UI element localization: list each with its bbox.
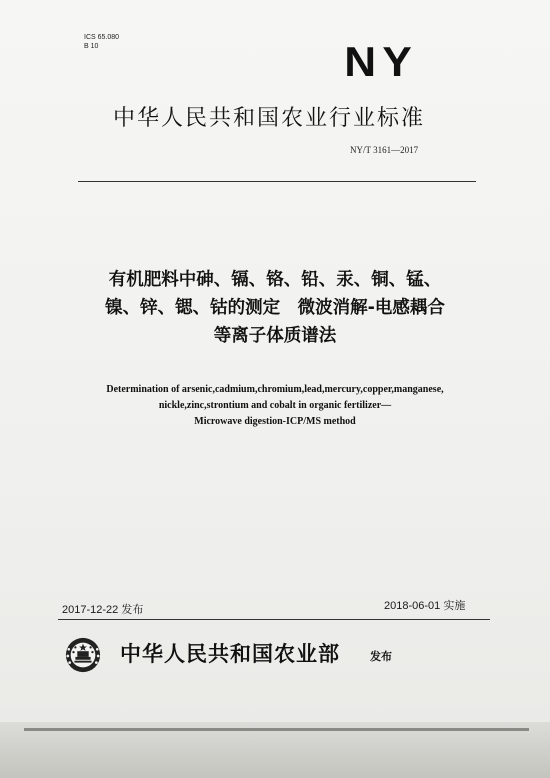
chinese-title: [40, 266, 510, 350]
standard-number: NY/T 3161—2017: [350, 145, 419, 155]
english-title-line-3: Microwave digestion-ICP/MS method: [194, 416, 356, 427]
ics-classification: [84, 33, 119, 51]
ny-logo: NY: [344, 38, 419, 85]
chinese-title-line-1: 有机肥料中砷、镉、铬、铅、汞、铜、锰、: [108, 270, 442, 290]
english-title: [40, 382, 510, 430]
ministry-name: 中华人民共和国农业部: [120, 641, 340, 666]
ics-code: ICS 65.080: [84, 34, 120, 41]
publish-label: 发布: [370, 650, 392, 663]
category-code: B 10: [84, 43, 99, 50]
national-emblem-icon: [64, 636, 102, 674]
scan-edge-line: [24, 728, 529, 731]
standard-type-heading: 中华人民共和国农业行业标准: [112, 106, 425, 131]
chinese-title-line-3: 等离子体质谱法: [213, 326, 337, 346]
chinese-title-line-2: 镍、锌、锶、钴的测定 微波消解-电感耦合: [105, 298, 445, 318]
issue-date: 2017-12-22 发布: [62, 604, 144, 616]
header-divider: [78, 181, 476, 182]
implementation-date: 2018-06-01 实施: [384, 600, 466, 612]
english-title-line-1: Determination of arsenic,cadmium,chromium,lead,mercury,copper,manganese,: [106, 384, 444, 395]
english-title-line-2: nickle,zinc,strontium and cobalt in organic fertilizer—: [158, 400, 392, 411]
footer-divider: [58, 619, 490, 620]
